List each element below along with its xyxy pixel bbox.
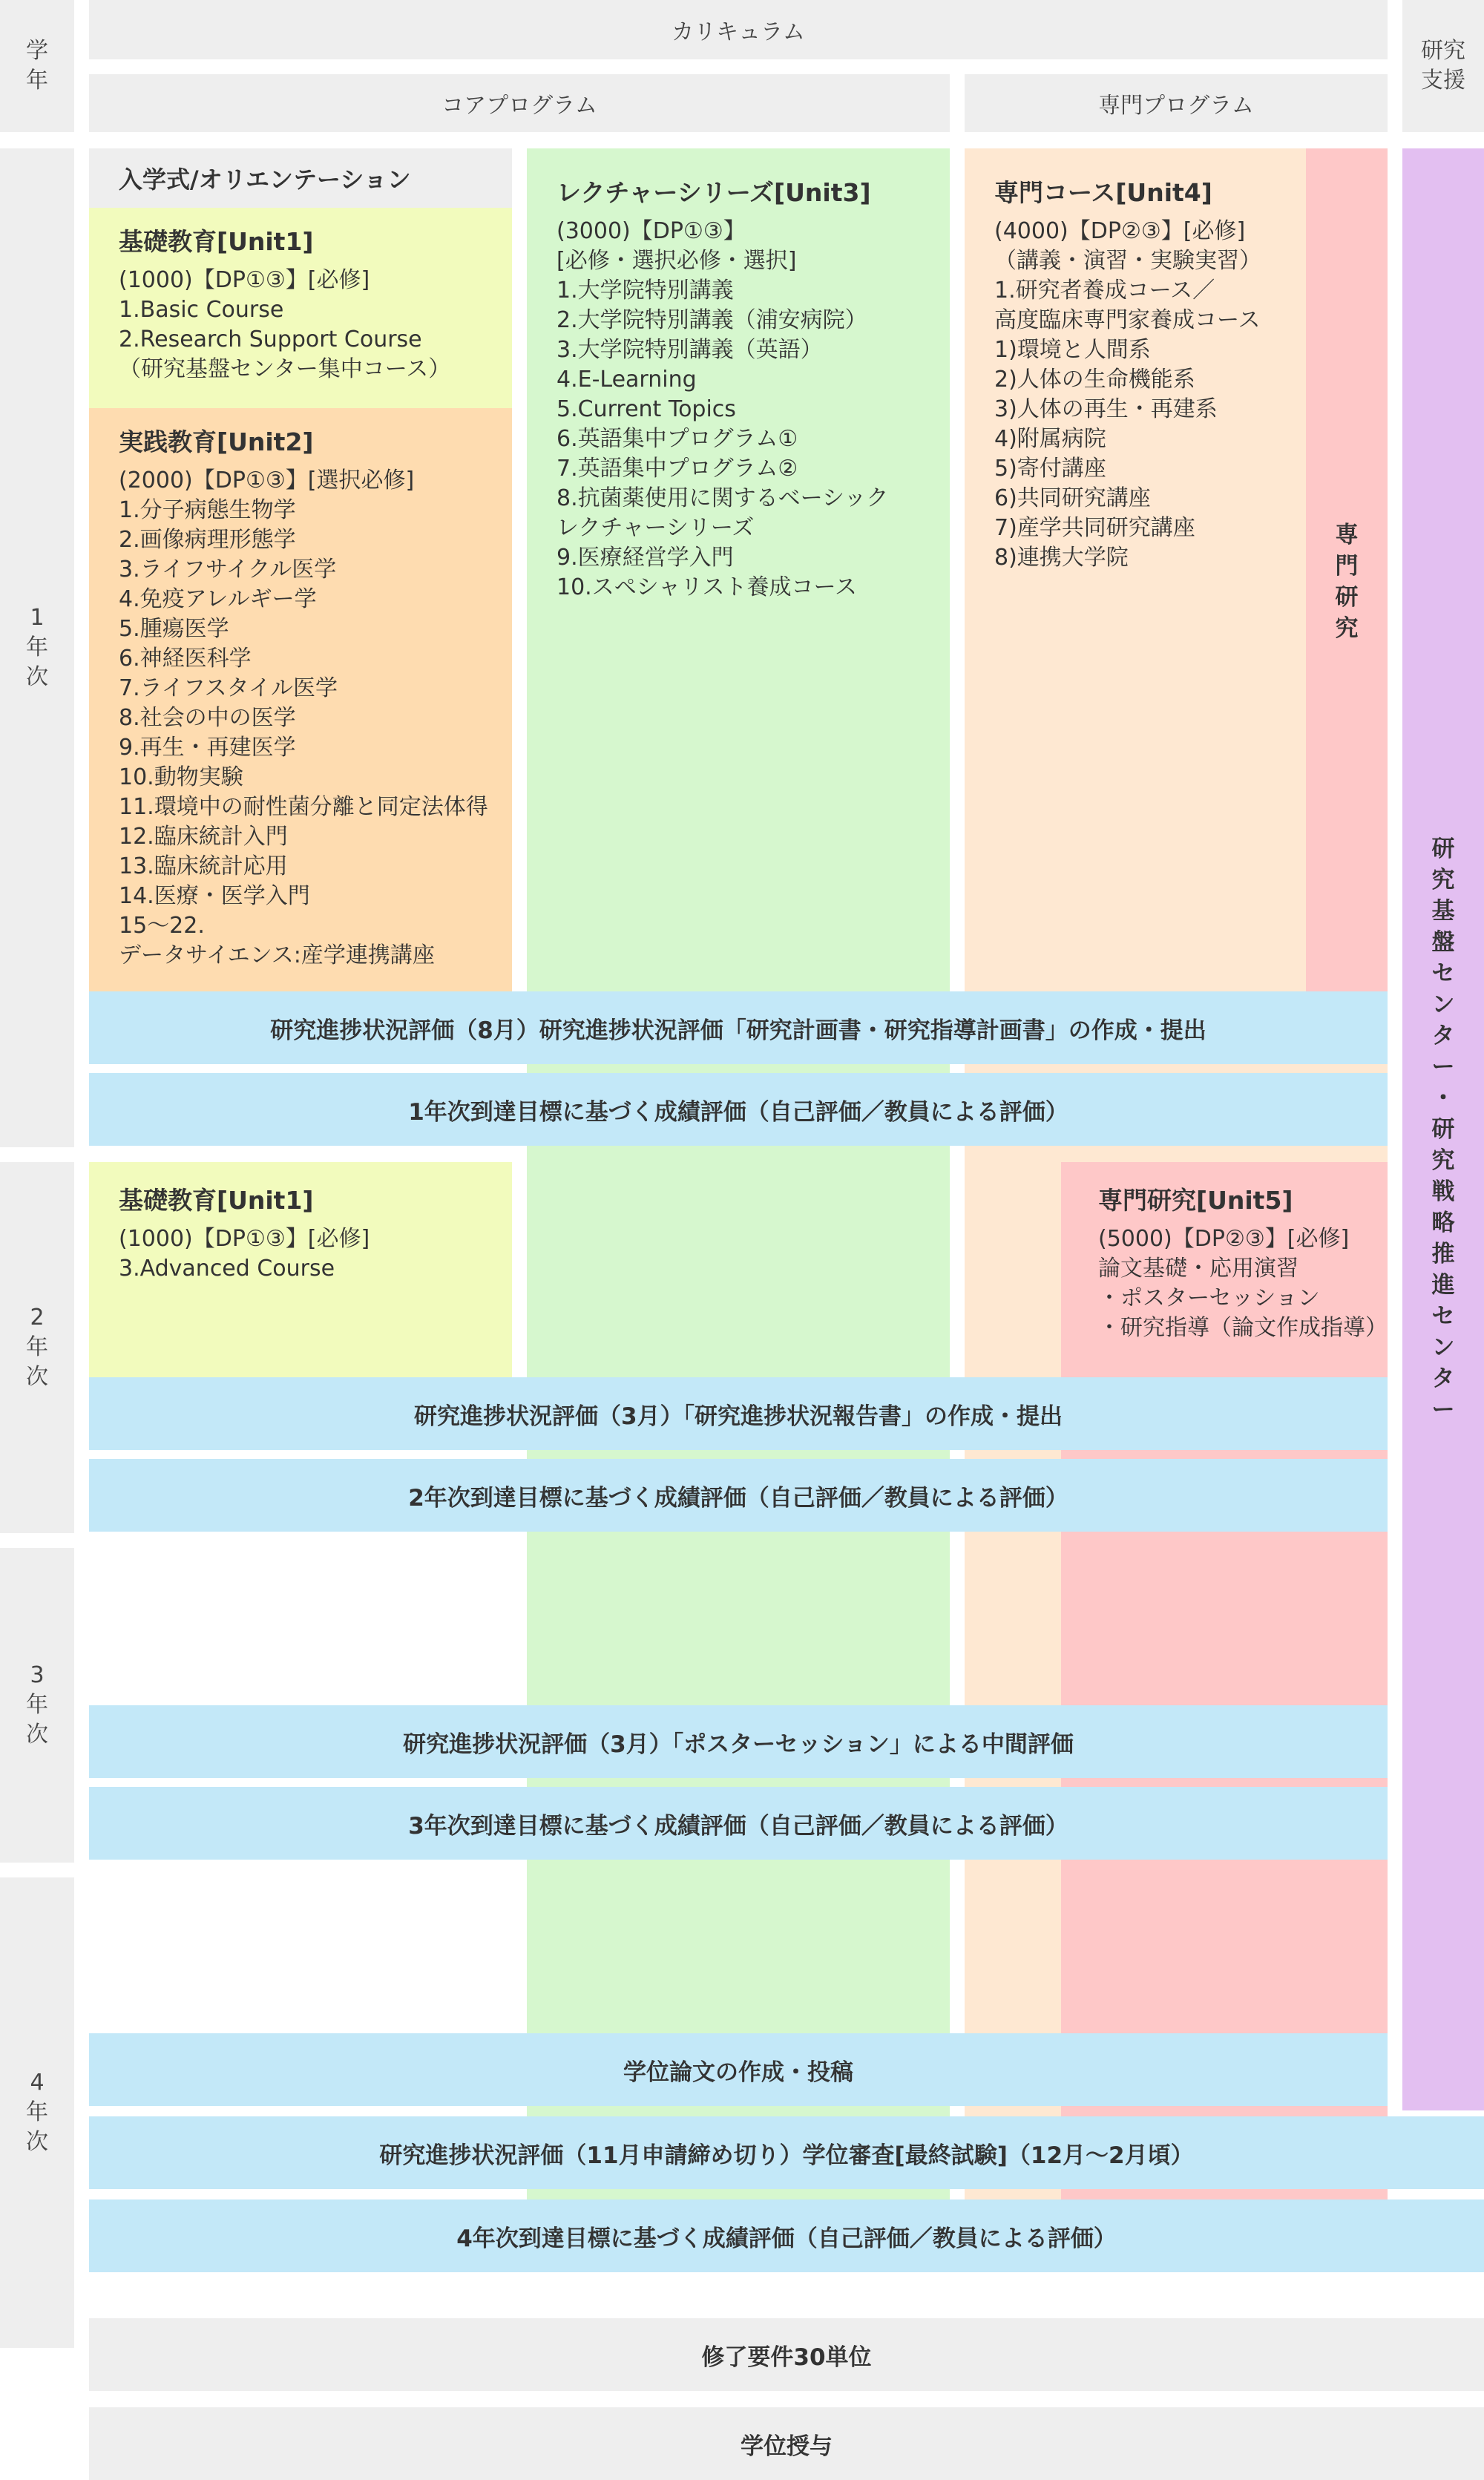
list-item: 9.再生・再建医学 — [119, 735, 296, 761]
list-item: 7)産学共同研究講座 — [994, 515, 1195, 541]
vertical-char: 研 — [1335, 584, 1359, 611]
list-item: 15～22. — [119, 913, 205, 939]
list-item: 11.環境中の耐性菌分離と同定法体得 — [119, 794, 488, 820]
list-item: 論文基礎・応用演習 — [1098, 1256, 1298, 1282]
list-item: 2.画像病理形態学 — [119, 527, 296, 553]
bar-label: 3年次到達目標に基づく成績評価（自己評価／教員による評価） — [408, 1812, 1068, 1840]
list-item: ・ポスターセッション — [1098, 1285, 1320, 1311]
year4-grade-bar — [89, 2199, 1484, 2272]
specialized-research-column — [1306, 148, 1388, 991]
list-item: 2.Research Support Course — [119, 327, 422, 352]
year-2-label — [0, 1162, 74, 1533]
year-label-char: 次 — [26, 1364, 48, 1390]
vertical-char: 略 — [1431, 1210, 1455, 1236]
vertical-char: セ — [1431, 960, 1455, 987]
list-item: 3)人体の再生・再建系 — [994, 396, 1218, 422]
list-item: 5.Current Topics — [556, 396, 736, 422]
list-item: 7.英語集中プログラム② — [556, 456, 798, 482]
specialized-program-header — [965, 74, 1388, 132]
vertical-char: ン — [1431, 991, 1455, 1018]
list-item: (5000)【DP②③】[必修] — [1098, 1226, 1350, 1252]
degree-review-bar — [89, 2116, 1484, 2189]
unit4-box — [965, 148, 1306, 668]
unit1-year2-list — [119, 1224, 512, 1284]
unit5-box — [1061, 1162, 1388, 1377]
orientation-box — [89, 148, 512, 208]
list-item: （研究基盤センター集中コース） — [119, 356, 451, 382]
research-support-header — [1402, 0, 1484, 132]
completion-requirement — [89, 2318, 1484, 2391]
unit5-list — [1098, 1224, 1388, 1343]
list-item: 13.臨床統計応用 — [119, 853, 288, 879]
unit1-title: 基礎教育[Unit1] — [119, 227, 314, 256]
year1-progress-bar — [89, 991, 1388, 1064]
list-item: 7.ライフスタイル医学 — [119, 675, 338, 701]
list-item: 6.神経医科学 — [119, 646, 252, 672]
list-item: データサイエンス:産学連携講座 — [119, 942, 435, 968]
degree-label: 学位授与 — [741, 2433, 833, 2460]
list-item: (4000)【DP②③】[必修] — [994, 218, 1246, 244]
list-item: (1000)【DP①③】[必修] — [119, 267, 370, 293]
list-item: 4)附属病院 — [994, 426, 1106, 452]
vertical-char: 進 — [1431, 1272, 1455, 1299]
thesis-bar — [89, 2033, 1388, 2106]
list-item: 6.英語集中プログラム① — [556, 426, 798, 452]
list-item: 5)寄付講座 — [994, 456, 1106, 482]
list-item: (3000)【DP①③】 — [556, 218, 746, 244]
list-item: 1)環境と人間系 — [994, 337, 1151, 363]
list-item: [必修・選択必修・選択] — [556, 248, 797, 274]
bar-label: 研究進捗状況評価（3月）「ポスターセッション」による中間評価 — [403, 1731, 1074, 1758]
list-item: 10.動物実験 — [119, 764, 243, 790]
vertical-char: 戦 — [1431, 1178, 1455, 1205]
vertical-char: 基 — [1431, 898, 1455, 925]
bar-label: 研究進捗状況評価（8月）研究進捗状況評価「研究計画書・研究指導計画書」の作成・提出 — [270, 1017, 1206, 1044]
list-item: 8.社会の中の医学 — [119, 705, 296, 731]
year-label-char: 2 — [30, 1305, 45, 1331]
year-label-char: 1 — [30, 605, 45, 631]
list-item: 1.大学院特別講義 — [556, 278, 734, 304]
vertical-char: セ — [1431, 1303, 1455, 1330]
bar-label: 1年次到達目標に基づく成績評価（自己評価／教員による評価） — [408, 1098, 1068, 1126]
vertical-char: 推 — [1431, 1241, 1455, 1267]
completion-label: 修了要件30単位 — [701, 2343, 872, 2371]
year-1-label — [0, 148, 74, 1147]
unit1-title: 基礎教育[Unit1] — [119, 1186, 314, 1215]
bar-label: 4年次到達目標に基づく成績評価（自己評価／教員による評価） — [456, 2225, 1117, 2252]
bar-label: 2年次到達目標に基づく成績評価（自己評価／教員による評価） — [408, 1484, 1068, 1512]
year-label-char: 次 — [26, 664, 48, 690]
curriculum-header — [89, 0, 1388, 59]
year2-grade-bar — [89, 1459, 1388, 1532]
research-center-column — [1402, 148, 1484, 2110]
vertical-char: ・ — [1431, 1085, 1455, 1112]
research-support-header-line: 研究 — [1421, 38, 1465, 64]
orientation-label: 入学式/オリエンテーション — [119, 165, 411, 194]
vertical-char: ー — [1431, 1397, 1455, 1423]
bar-label: 研究進捗状況評価（3月）「研究進捗状況報告書」の作成・提出 — [413, 1403, 1063, 1430]
year-label-char: 次 — [26, 1722, 48, 1748]
unit2-list — [119, 466, 512, 971]
list-item: （講義・演習・実験実習） — [994, 248, 1261, 274]
research-support-header-line: 支援 — [1421, 68, 1465, 94]
unit2-title: 実践教育[Unit2] — [119, 427, 314, 456]
vertical-char: 究 — [1335, 615, 1359, 642]
list-item: 2.大学院特別講義（浦安病院） — [556, 307, 867, 333]
vertical-char: 研 — [1431, 1116, 1455, 1143]
year-label-char: 4 — [30, 2070, 45, 2096]
list-item: 1.分子病態生物学 — [119, 497, 296, 523]
year-label-char: 年 — [26, 634, 48, 660]
unit3-box — [527, 148, 950, 668]
unit1-year2-box — [89, 1162, 512, 1377]
list-item: 8.抗菌薬使用に関するベーシック — [556, 485, 889, 511]
year3-progress-bar — [89, 1705, 1388, 1778]
unit4-title: 専門コース[Unit4] — [994, 178, 1212, 207]
core-program-header — [89, 74, 950, 132]
year-4-label — [0, 1877, 74, 2348]
bar-label: 研究進捗状況評価（11月申請締め切り）学位審査[最終試験]（12月～2月頃） — [379, 2142, 1194, 2169]
unit3-list — [556, 217, 950, 603]
list-item: 4.E-Learning — [556, 367, 697, 393]
unit3-title: レクチャーシリーズ[Unit3] — [556, 178, 871, 207]
unit1-list — [119, 266, 512, 384]
list-item: 8)連携大学院 — [994, 545, 1129, 571]
vertical-char: 研 — [1431, 836, 1455, 862]
list-item: 1.研究者養成コース／ — [994, 278, 1215, 304]
list-item: 3.Advanced Course — [119, 1256, 335, 1282]
vertical-char: タ — [1431, 1365, 1455, 1392]
year3-grade-bar — [89, 1787, 1388, 1860]
list-item: 高度臨床専門家養成コース — [994, 307, 1261, 333]
unit1-year1-box — [89, 208, 512, 408]
list-item: 2)人体の生命機能系 — [994, 367, 1195, 393]
degree-conferral — [89, 2407, 1484, 2480]
vertical-char: ン — [1431, 1334, 1455, 1361]
list-item: 4.免疫アレルギー学 — [119, 586, 317, 612]
list-item: (1000)【DP①③】[必修] — [119, 1226, 370, 1252]
vertical-char: 究 — [1431, 867, 1455, 893]
unit2-box — [89, 408, 512, 991]
bar-label: 学位論文の作成・投稿 — [623, 2059, 853, 2086]
year-label-char: 3 — [30, 1662, 45, 1688]
list-item: 6)共同研究講座 — [994, 485, 1151, 511]
list-item: レクチャーシリーズ — [556, 515, 755, 541]
year-label-char: 年 — [26, 1334, 48, 1360]
vertical-char: 専 — [1335, 522, 1359, 548]
vertical-char: 門 — [1335, 553, 1359, 580]
list-item: 12.臨床統計入門 — [119, 824, 288, 850]
specialized-program-label: 専門プログラム — [1098, 93, 1254, 119]
year2-progress-bar — [89, 1377, 1388, 1450]
list-item: (2000)【DP①③】[選択必修] — [119, 468, 415, 493]
unit5-title: 専門研究[Unit5] — [1098, 1186, 1293, 1215]
list-item: 5.腫瘍医学 — [119, 616, 229, 642]
list-item: ・研究指導（論文作成指導） — [1098, 1315, 1388, 1341]
grade-header — [0, 0, 74, 132]
vertical-char: ー — [1431, 1054, 1455, 1080]
year-label-char: 年 — [26, 1692, 48, 1718]
list-item: 1.Basic Course — [119, 297, 284, 323]
unit4-list — [994, 217, 1306, 573]
grade-header-char: 年 — [26, 68, 48, 94]
vertical-char: 盤 — [1431, 929, 1455, 956]
list-item: 9.医療経営学入門 — [556, 545, 734, 571]
list-item: 3.ライフサイクル医学 — [119, 557, 337, 583]
grade-header-char: 学 — [26, 38, 48, 64]
core-program-label: コアプログラム — [441, 93, 597, 119]
year-3-label — [0, 1548, 74, 1863]
year-label-char: 年 — [26, 2099, 48, 2125]
vertical-char: タ — [1431, 1023, 1455, 1049]
year1-grade-bar — [89, 1073, 1388, 1146]
year-label-char: 次 — [26, 2129, 48, 2155]
list-item: 14.医療・医学入門 — [119, 883, 310, 909]
vertical-char: 究 — [1431, 1147, 1455, 1174]
curriculum-header-label: カリキュラム — [672, 19, 805, 45]
list-item: 10.スペシャリスト養成コース — [556, 574, 858, 600]
list-item: 3.大学院特別講義（英語） — [556, 337, 823, 363]
